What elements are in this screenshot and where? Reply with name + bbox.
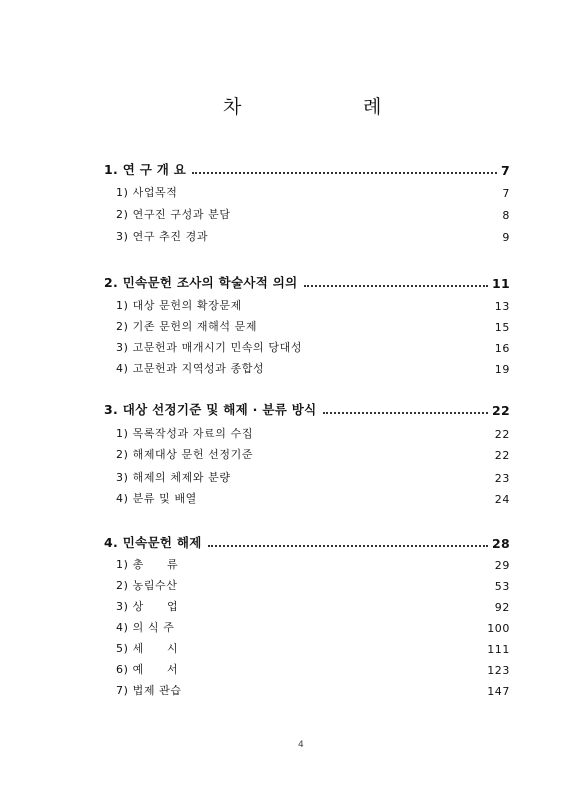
page-title	[0, 92, 566, 116]
toc-section-2[interactable]	[104, 275, 510, 291]
toc-item[interactable]	[104, 318, 510, 334]
toc-item[interactable]	[104, 469, 510, 485]
toc-page-number: 92	[494, 601, 510, 614]
toc-item-label: 2) 연구진 구성과 분담	[116, 208, 231, 221]
toc-page-number: 19	[494, 363, 510, 376]
toc-page-number: 15	[494, 321, 510, 334]
toc-section-label: 1. 연 구 개 요	[104, 162, 187, 177]
toc-section-1[interactable]	[104, 162, 510, 178]
toc-item-label: 2) 기존 문헌의 재해석 문제	[116, 320, 258, 333]
toc-page-number: 23	[494, 472, 510, 485]
toc-page-number: 16	[494, 342, 510, 355]
toc-item-label: 3) 연구 추진 경과	[116, 230, 209, 243]
toc-item-label: 4) 의 식 주	[116, 621, 175, 634]
toc-page-number: 53	[494, 580, 510, 593]
toc-item[interactable]	[104, 682, 510, 698]
toc-item-label: 7) 법제 관습	[116, 684, 182, 697]
toc-item[interactable]	[104, 425, 510, 441]
toc-item[interactable]	[104, 577, 510, 593]
toc-item-label: 4) 고문헌과 지역성과 종합성	[116, 362, 265, 375]
toc-item-label: 3) 해제의 체제와 분량	[116, 471, 231, 484]
toc-page-number: 24	[494, 493, 510, 506]
toc-section-label: 3. 대상 선정기준 및 해제 · 분류 방식	[104, 402, 317, 417]
toc-item-label: 3) 고문헌과 매개시기 민속의 당대성	[116, 341, 303, 354]
toc-section-3[interactable]	[104, 402, 510, 418]
toc-item-label: 5) 세 시	[116, 642, 179, 655]
toc-item-label: 1) 사업목적	[116, 186, 178, 199]
toc-page-number: 29	[494, 559, 510, 572]
toc-item[interactable]	[104, 297, 510, 313]
toc-item[interactable]	[104, 206, 510, 222]
toc-item-label: 1) 총 류	[116, 558, 179, 571]
toc-item[interactable]	[104, 556, 510, 572]
toc-item[interactable]	[104, 490, 510, 506]
toc-page-number: 22	[494, 449, 510, 462]
dot-leader	[304, 285, 488, 287]
toc-item-label: 2) 해제대상 문헌 선정기준	[116, 448, 254, 461]
toc-item-label: 4) 분류 및 배열	[116, 492, 197, 505]
toc-page-number: 7	[502, 187, 510, 200]
toc-page-number: 28	[492, 536, 510, 551]
toc-item[interactable]	[104, 446, 510, 462]
toc-page-number: 22	[492, 403, 510, 418]
page-number: 4	[298, 740, 304, 750]
toc-item[interactable]	[104, 619, 510, 635]
toc-page-number: 111	[487, 643, 510, 656]
toc-page-number: 11	[492, 276, 510, 291]
toc-item[interactable]	[104, 339, 510, 355]
toc-item[interactable]	[104, 184, 510, 200]
title-char-2: 례	[363, 96, 382, 118]
toc-section-4[interactable]	[104, 535, 510, 551]
toc-item[interactable]	[104, 661, 510, 677]
toc-item[interactable]	[104, 640, 510, 656]
toc-item[interactable]	[104, 360, 510, 376]
toc-item[interactable]	[104, 228, 510, 244]
toc-page-number: 9	[502, 231, 510, 244]
title-char-1: 차	[223, 96, 242, 118]
toc-page-number: 100	[487, 622, 510, 635]
toc-item-label: 1) 목록작성과 자료의 수집	[116, 427, 254, 440]
toc-section-label: 2. 민속문헌 조사의 학술사적 의의	[104, 275, 298, 290]
toc-page-number: 123	[487, 664, 510, 677]
toc-item-label: 3) 상 업	[116, 600, 179, 613]
toc-item-label: 1) 대상 문헌의 확장문제	[116, 299, 242, 312]
dot-leader	[323, 412, 488, 414]
dot-leader	[208, 545, 488, 547]
toc-page-number: 8	[502, 209, 510, 222]
toc-item[interactable]	[104, 598, 510, 614]
toc-page-number: 13	[494, 300, 510, 313]
toc-item-label: 6) 예 서	[116, 663, 179, 676]
toc-page-number: 7	[501, 163, 510, 178]
toc-item-label: 2) 농림수산	[116, 579, 178, 592]
toc-page-number: 22	[494, 428, 510, 441]
toc-section-label: 4. 민속문헌 해제	[104, 535, 202, 550]
dot-leader	[192, 172, 497, 174]
toc-page-number: 147	[487, 685, 510, 698]
